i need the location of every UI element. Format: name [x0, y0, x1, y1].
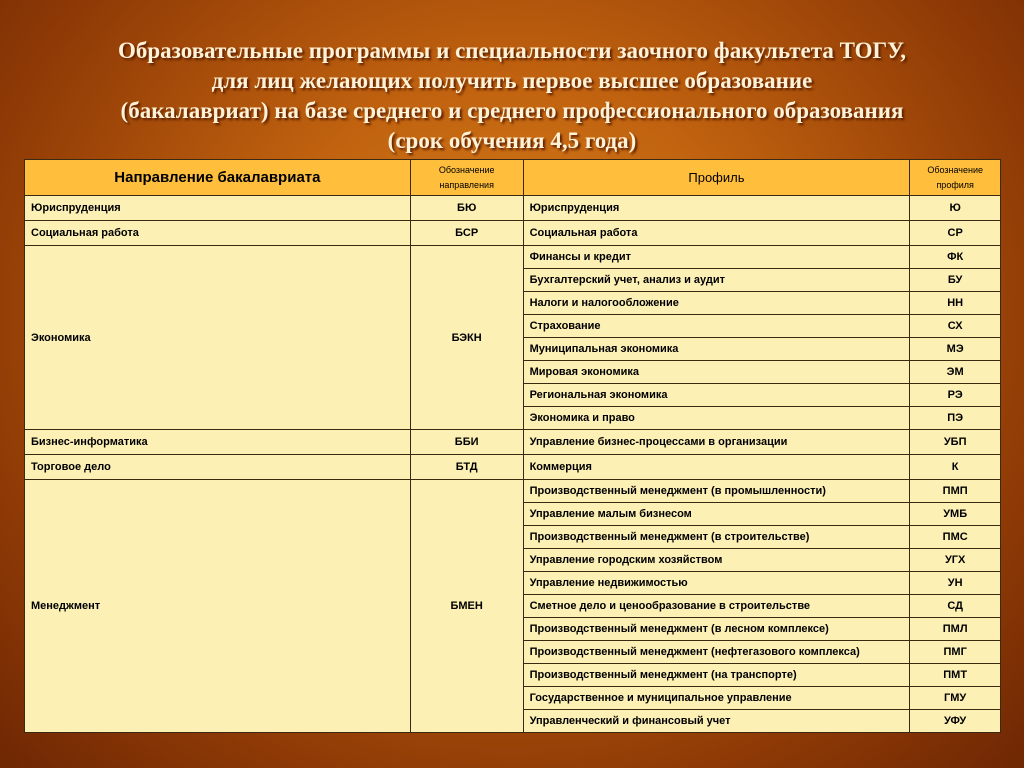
profile-cell: Управление городским хозяйством: [523, 549, 910, 572]
direction-cell: Торговое дело: [25, 455, 411, 480]
table-header-row: [25, 160, 1001, 196]
profile-code-cell: ЭМ: [910, 361, 1001, 384]
profile-cell: Управление недвижимостью: [523, 572, 910, 595]
profile-cell: Производственный менеджмент (на транспорте): [523, 664, 910, 687]
page-title: [0, 36, 1024, 156]
direction-code-cell: БМЕН: [410, 480, 523, 733]
profile-code-cell: УН: [910, 572, 1001, 595]
profile-cell: Муниципальная экономика: [523, 338, 910, 361]
direction-code-cell: БСР: [410, 221, 523, 246]
title-line-4: (срок обучения 4,5 года): [387, 128, 637, 153]
profile-code-cell: К: [910, 455, 1001, 480]
profile-cell: Производственный менеджмент (в строительстве): [523, 526, 910, 549]
profile-cell: Юриспруденция: [523, 196, 910, 221]
profile-code-cell: СХ: [910, 315, 1001, 338]
title-line-2: для лиц желающих получить первое высшее образование: [211, 68, 813, 93]
direction-code-cell: БТД: [410, 455, 523, 480]
profile-cell: Управленческий и финансовый учет: [523, 710, 910, 733]
table-row: [25, 455, 1001, 480]
direction-cell: Бизнес-информатика: [25, 430, 411, 455]
profile-code-cell: ПМС: [910, 526, 1001, 549]
direction-code-cell: ББИ: [410, 430, 523, 455]
profile-code-cell: НН: [910, 292, 1001, 315]
profile-code-cell: Ю: [910, 196, 1001, 221]
title-line-1: Образовательные программы и специальности заочного факультета ТОГУ,: [117, 38, 907, 63]
profile-code-cell: БУ: [910, 269, 1001, 292]
table-body: [25, 196, 1001, 733]
direction-code-cell: БЮ: [410, 196, 523, 221]
table-row: [25, 480, 1001, 503]
profile-code-cell: ПМЛ: [910, 618, 1001, 641]
profile-cell: Страхование: [523, 315, 910, 338]
profile-code-cell: РЭ: [910, 384, 1001, 407]
profile-cell: Производственный менеджмент (в промышленности): [523, 480, 910, 503]
profile-cell: Производственный менеджмент (в лесном комплексе): [523, 618, 910, 641]
table-row: [25, 430, 1001, 455]
profile-cell: Региональная экономика: [523, 384, 910, 407]
direction-cell: Экономика: [25, 246, 411, 430]
profile-cell: Управление малым бизнесом: [523, 503, 910, 526]
profile-code-cell: УГХ: [910, 549, 1001, 572]
table-row: [25, 221, 1001, 246]
profile-code-cell: УБП: [910, 430, 1001, 455]
profile-code-cell: ПМТ: [910, 664, 1001, 687]
profile-cell: Бухгалтерский учет, анализ и аудит: [523, 269, 910, 292]
header-profile-code: Обозначение профиля: [910, 160, 1001, 196]
profile-code-cell: ПЭ: [910, 407, 1001, 430]
header-profile: Профиль: [523, 160, 910, 196]
title-line-3: (бакалавриат) на базе среднего и среднего профессионального образования: [120, 98, 904, 123]
profile-cell: Экономика и право: [523, 407, 910, 430]
profile-code-cell: СР: [910, 221, 1001, 246]
profile-cell: Финансы и кредит: [523, 246, 910, 269]
direction-cell: Юриспруденция: [25, 196, 411, 221]
profile-cell: Государственное и муниципальное управление: [523, 687, 910, 710]
header-direction-code: Обозначение направления: [410, 160, 523, 196]
direction-code-cell: БЭКН: [410, 246, 523, 430]
profile-cell: Социальная работа: [523, 221, 910, 246]
profile-cell: Налоги и налогообложение: [523, 292, 910, 315]
profile-cell: Коммерция: [523, 455, 910, 480]
profile-code-cell: УМБ: [910, 503, 1001, 526]
programs-table: [24, 159, 1001, 733]
profile-cell: Производственный менеджмент (нефтегазового комплекса): [523, 641, 910, 664]
profile-cell: Управление бизнес-процессами в организации: [523, 430, 910, 455]
profile-code-cell: МЭ: [910, 338, 1001, 361]
profile-cell: Сметное дело и ценообразование в строительстве: [523, 595, 910, 618]
profile-code-cell: ПМП: [910, 480, 1001, 503]
table-row: [25, 246, 1001, 269]
table-row: [25, 196, 1001, 221]
profile-code-cell: СД: [910, 595, 1001, 618]
direction-cell: Менеджмент: [25, 480, 411, 733]
header-direction: Направление бакалавриата: [25, 160, 411, 196]
profile-code-cell: ФК: [910, 246, 1001, 269]
profile-code-cell: ПМГ: [910, 641, 1001, 664]
profile-code-cell: ГМУ: [910, 687, 1001, 710]
profile-cell: Мировая экономика: [523, 361, 910, 384]
direction-cell: Социальная работа: [25, 221, 411, 246]
profile-code-cell: УФУ: [910, 710, 1001, 733]
